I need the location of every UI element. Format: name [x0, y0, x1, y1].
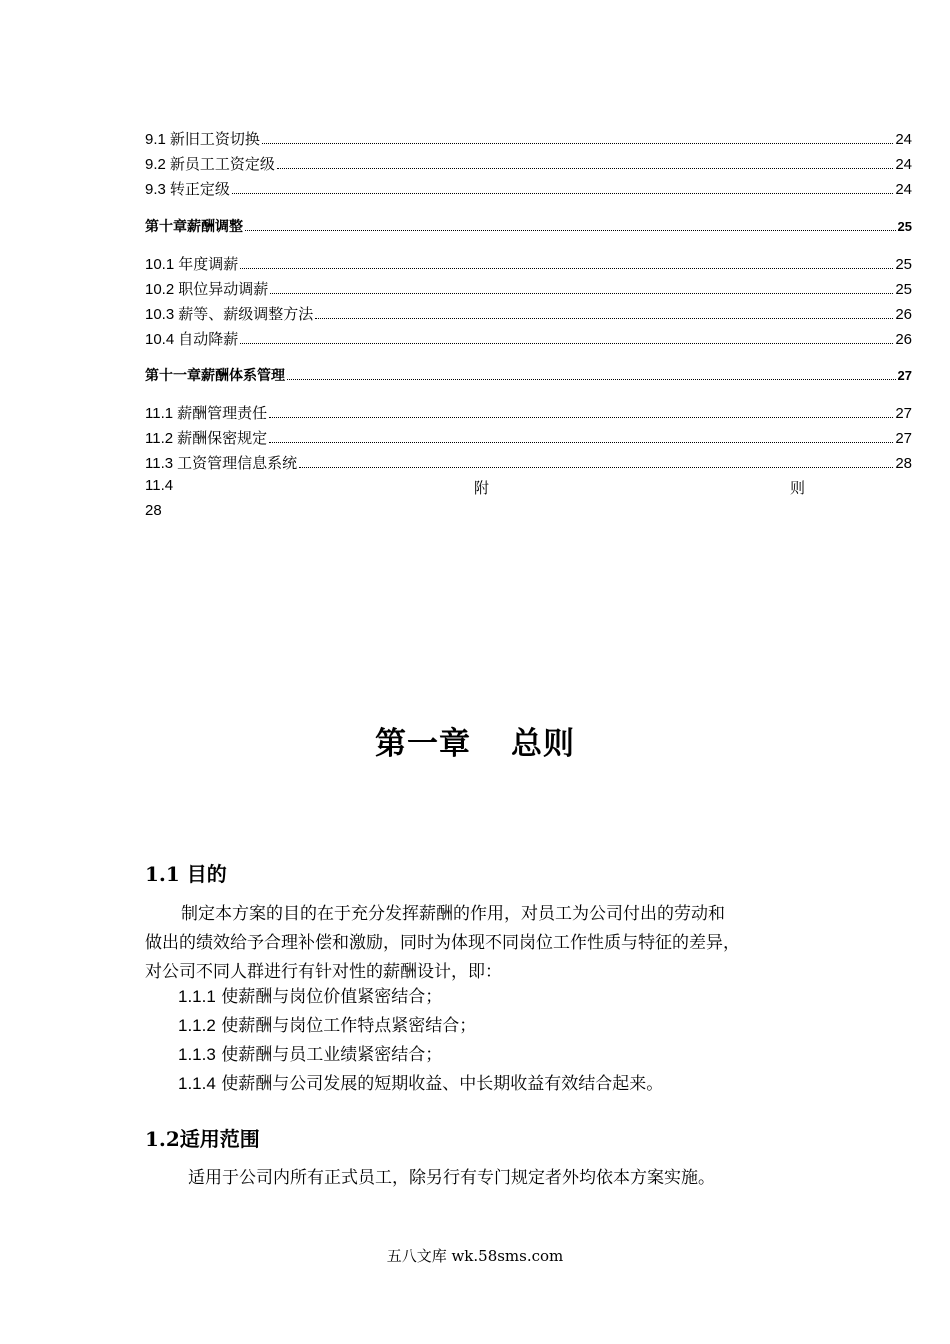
- list-item-number: 1.1.3: [178, 1045, 216, 1064]
- toc-entry-number: 11.3: [145, 455, 174, 472]
- toc-entry[interactable]: [145, 402, 912, 424]
- toc-entry-title: 薪酬保密规定: [177, 429, 268, 447]
- toc-entry[interactable]: [145, 303, 912, 325]
- toc-entry-number: 9.1: [145, 131, 166, 148]
- list-item-number: 1.1.2: [178, 1016, 216, 1035]
- toc-entry-number: 9.2: [145, 156, 166, 173]
- toc-entry-page: 27: [895, 405, 912, 422]
- toc-entry-page: 24: [895, 131, 912, 148]
- toc-chapter-entry[interactable]: [145, 365, 912, 387]
- toc-entry-page: 26: [895, 331, 912, 348]
- section-paragraph: 适用于公司内所有正式员工，除另行有专门规定者外均依本方案实施。: [188, 1168, 715, 1188]
- toc-entry-page: 25: [895, 256, 912, 273]
- toc-entry-title: 年度调薪: [178, 255, 239, 273]
- list-item: [178, 1011, 476, 1036]
- toc-entry-page: 26: [895, 306, 912, 323]
- toc-entry-page: 24: [895, 181, 912, 198]
- list-item-number: 1.1.1: [178, 987, 216, 1006]
- toc-entry-page: 25: [897, 219, 912, 234]
- toc-chapter-entry[interactable]: [145, 216, 912, 238]
- toc-entry-number: 10.2: [145, 281, 175, 298]
- toc-leader-dots: [277, 167, 893, 169]
- toc-entry-page: 28: [895, 455, 912, 472]
- toc-entry-title: 转正定级: [169, 180, 230, 198]
- toc-entry-title: 工资管理信息系统: [177, 454, 298, 472]
- toc-entry-page: 24: [895, 156, 912, 173]
- toc-entry-title-char: 附: [474, 479, 490, 497]
- list-item-text: 使薪酬与岗位价值紧密结合；: [221, 987, 443, 1007]
- toc-entry-number: 11.4: [145, 477, 174, 494]
- section-heading: 1.1 目的: [145, 862, 227, 886]
- toc-leader-dots: [232, 192, 893, 194]
- toc-leader-dots: [240, 267, 893, 269]
- toc-entry[interactable]: [145, 178, 912, 200]
- toc-entry[interactable]: [145, 278, 912, 300]
- chapter-name: 总则: [511, 726, 575, 762]
- toc-entry[interactable]: [145, 128, 912, 150]
- section-paragraph: [145, 900, 825, 987]
- list-item: [178, 982, 442, 1007]
- toc-leader-dots: [269, 416, 893, 418]
- paragraph-line: 对公司不同人群进行有针对性的薪酬设计，即：: [145, 962, 502, 982]
- toc-entry-number: 11.2: [145, 430, 174, 447]
- chapter-title: [0, 718, 950, 763]
- list-item-text: 使薪酬与公司发展的短期收益、中长期收益有效结合起来。: [221, 1074, 664, 1094]
- toc-entry[interactable]: [145, 328, 912, 350]
- toc-entry-number: 10.1: [145, 256, 175, 273]
- toc-leader-dots: [245, 229, 896, 231]
- toc-entry-page: 27: [895, 430, 912, 447]
- toc-chapter-title: 第十一章薪酬体系管理: [145, 368, 285, 384]
- toc-leader-dots: [270, 292, 893, 294]
- toc-entry-justified[interactable]: [145, 477, 805, 499]
- toc-entry-title-char: 则: [789, 479, 805, 497]
- list-item: [178, 1069, 663, 1094]
- toc-leader-dots: [287, 378, 896, 380]
- toc-entry-number: 10.4: [145, 331, 175, 348]
- toc-entry-title: 新旧工资切换: [169, 130, 260, 148]
- toc-entry-number: 9.3: [145, 181, 166, 198]
- toc-leader-dots: [240, 342, 893, 344]
- section-heading: 1.2适用范围: [145, 1127, 260, 1151]
- toc-entry-title: 自动降薪: [178, 330, 239, 348]
- toc-leader-dots: [262, 142, 893, 144]
- toc-entry-page: 27: [897, 368, 912, 383]
- toc-entry[interactable]: [145, 253, 912, 275]
- toc-entry-number: 10.3: [145, 306, 175, 323]
- toc-entry-title: 职位异动调薪: [178, 280, 269, 298]
- chapter-label: 第一章: [375, 726, 471, 762]
- toc-entry-page: 25: [895, 281, 912, 298]
- toc-entry-page: 28: [145, 502, 162, 519]
- paragraph-line: 制定本方案的目的在于充分发挥薪酬的作用，对员工为公司付出的劳动和: [181, 904, 725, 924]
- toc-entry-number: 11.1: [145, 405, 174, 422]
- toc-leader-dots: [315, 317, 893, 319]
- toc-entry-title: 薪酬管理责任: [177, 404, 268, 422]
- toc-chapter-title: 第十章薪酬调整: [145, 219, 243, 235]
- toc-entry[interactable]: [145, 452, 912, 474]
- list-item-number: 1.1.4: [178, 1074, 216, 1093]
- paragraph-line: 做出的绩效给予合理补偿和激励，同时为体现不同岗位工作性质与特征的差异，: [145, 933, 740, 953]
- list-item: [178, 1040, 442, 1065]
- page-footer: 五八文库 wk.58sms.com: [386, 1247, 564, 1265]
- toc-entry-title: 薪等、薪级调整方法: [178, 305, 314, 323]
- toc-leader-dots: [269, 441, 893, 443]
- toc-leader-dots: [299, 466, 893, 468]
- toc-entry[interactable]: [145, 153, 912, 175]
- list-item-text: 使薪酬与员工业绩紧密结合；: [221, 1045, 443, 1065]
- toc-entry-title: 新员工工资定级: [169, 155, 275, 173]
- list-item-text: 使薪酬与岗位工作特点紧密结合；: [221, 1016, 477, 1036]
- toc-entry[interactable]: [145, 427, 912, 449]
